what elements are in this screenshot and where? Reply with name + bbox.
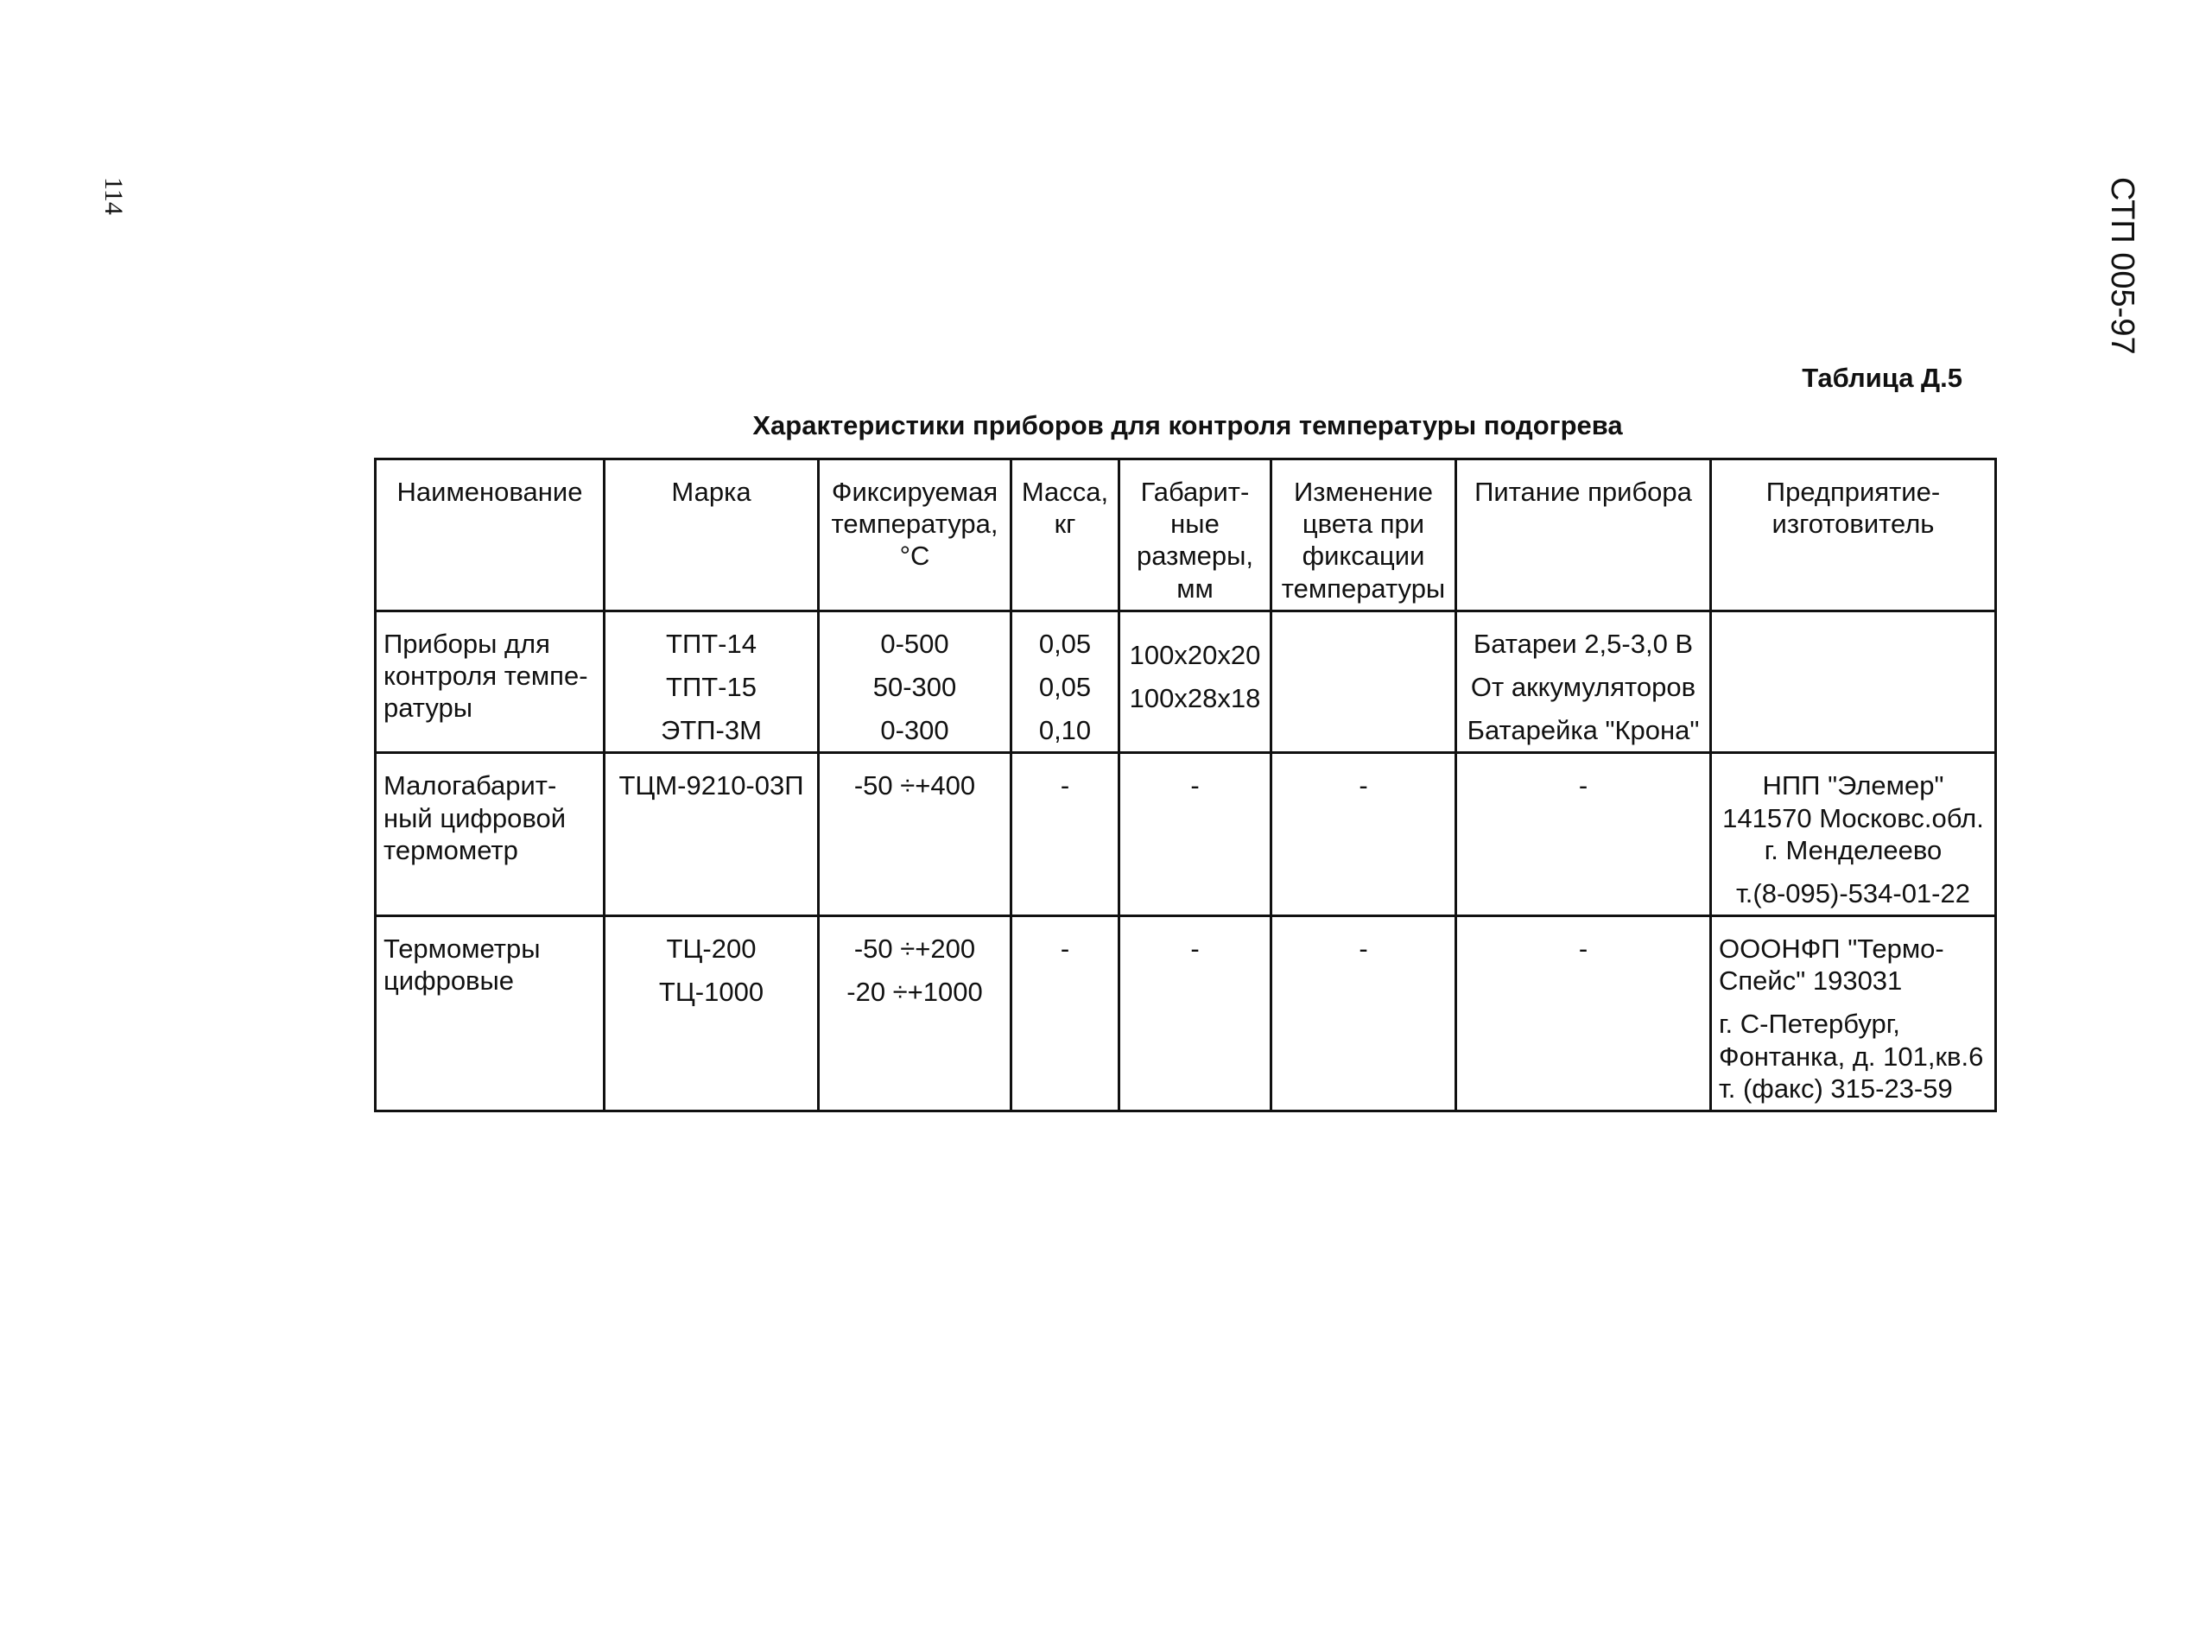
table-row [376,753,1996,916]
header-mass: Масса, кг [1011,459,1119,611]
cell-color-change: - [1271,753,1456,916]
power-value: Батарейка "Крона" [1467,715,1700,746]
manufacturer-line: 141570 Московс.обл. [1722,802,1984,833]
mass-value: 0,05 [1038,671,1092,702]
cell-temperature [819,611,1011,753]
cell-power [1456,611,1711,753]
header-manufacturer: Предприятие-изготовитель [1711,459,1996,611]
mark-value: ТЦ-200 [666,934,757,965]
cell-dimensions: - [1119,916,1271,1111]
table-title: Характеристики приборов для контроля температуры подогрева [752,410,1623,440]
cell-manufacturer [1711,753,1996,916]
dimensions-value: 100х20х20 [1129,639,1261,670]
document-code: СТП 005-97 [2104,177,2140,355]
manufacturer-line: г. С-Петербург, Фонтанка, д. 101,кв.6 [1719,1009,1984,1072]
cell-manufacturer [1711,916,1996,1111]
table-row [376,611,1996,753]
header-mark: Марка [605,459,819,611]
mass-value: 0,10 [1038,715,1092,746]
cell-power: - [1456,916,1711,1111]
cell-mark [605,611,819,753]
mark-value: ТПТ-15 [666,671,757,702]
cell-power: - [1456,753,1711,916]
header-name: Наименование [376,459,605,611]
header-dimensions: Габарит-ные размеры, мм [1119,459,1271,611]
cell-name: Приборы для контроля темпе-ратуры [376,611,605,753]
mass-value: 0,05 [1038,628,1092,659]
cell-mark [605,916,819,1111]
power-value: От аккумуляторов [1470,671,1696,702]
manufacturer-line: т. (факс) 315-23-59 [1719,1073,1953,1104]
cell-name: Термометры цифровые [376,916,605,1111]
temperature-value: 0-300 [880,715,949,746]
dimensions-value: 100х28х18 [1129,682,1261,713]
header-power: Питание прибора [1456,459,1711,611]
cell-mass: - [1011,916,1119,1111]
cell-manufacturer [1711,611,1996,753]
cell-dimensions: - [1119,753,1271,916]
cell-temperature [819,916,1011,1111]
header-color-change: Изменение цвета при фиксации температуры [1271,459,1456,611]
mark-value: ТЦ-1000 [658,977,764,1008]
cell-color-change [1271,611,1456,753]
cell-mass [1011,611,1119,753]
cell-color-change: - [1271,916,1456,1111]
header-temperature: Фиксируемая температура, °С [819,459,1011,611]
temperature-value: 0-500 [880,628,949,659]
header-row [376,459,1996,611]
manufacturer-line: НПП "Элемер" [1762,770,1944,801]
mark-value: ЭТП-3М [661,715,762,746]
manufacturer-line: т.(8-095)-534-01-22 [1736,877,1970,908]
table-row [376,916,1996,1111]
temperature-value: 50-300 [872,671,957,702]
table-label: Таблица Д.5 [1802,363,1962,393]
cell-mark: ТЦМ-9210-03П [605,753,819,916]
page-number: 114 [99,177,128,215]
power-value: Батареи 2,5-3,0 В [1473,628,1694,659]
manufacturer-line: ОООНФП "Термо-Спейс" 193031 [1719,934,1944,997]
temperature-value: -20 ÷+1000 [846,977,983,1008]
instrument-table [374,458,1997,1112]
temperature-value: -50 ÷+200 [853,934,976,965]
mark-value: ТПТ-14 [666,628,757,659]
cell-mass: - [1011,753,1119,916]
cell-name: Малогабарит-ный цифровой термометр [376,753,605,916]
cell-dimensions [1119,611,1271,753]
cell-temperature: -50 ÷+400 [819,753,1011,916]
manufacturer-line: г. Менделеево [1764,834,1943,865]
